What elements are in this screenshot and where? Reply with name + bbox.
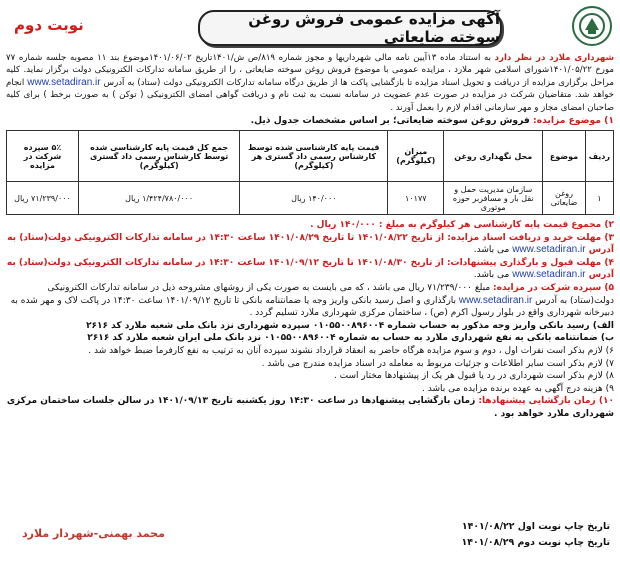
- item-5: [6, 282, 614, 320]
- cell-total-price: ۱/۴۲۴/۷۸۰/۰۰۰ ریال: [78, 182, 239, 215]
- col-amount: میزان (کیلوگرم): [388, 131, 444, 182]
- cell-amount: ۱۰۱۷۷: [388, 182, 444, 215]
- table-row: [7, 182, 614, 215]
- notice-footer: [10, 519, 610, 553]
- item-3-label: ۳) مهلت خرید و دریافت اسناد مزایده:: [447, 232, 614, 243]
- cell-subject: روغن ضایعاتی: [543, 182, 585, 215]
- item-10: [6, 395, 614, 420]
- print-date-second: [462, 535, 610, 551]
- col-subject: موضوع: [543, 131, 585, 182]
- intro-text-1: به استناد ماده ۱۳آیین نامه مالی شهرداریها و مجوز شماره ۸۱۹/ص ش/۱۴۰۱تاریخ ۱۴۰۱/۰۶/۰۲موضوع بند ۱۱ مصوبه جلسه شماره ۷۷ مورخ ۱۴۰۱/۰۵/۲۲شورای اسلامی شهر ملارد ، مزایده عمومی با موضوع فروش روغن سوخته ضایعاتی ، را از طریق سامانه تدارکات الکترونیکی دولت برگزار نماید. کلیه مراحل برگزاری مزایده از دریافت و تحویل اسناد مزایده تا بازگشایی پاکت ها از طریق درگاه سامانه تدارکات الکترونیکی دولت (ستاد) به آدرس: [6, 53, 615, 88]
- item-5-tail: بارگذاری و اصل رسید بانکی واریز وجه یا ضمانتنامه بانکی تا تاریخ ۱۴۰۱/۰۹/۱۲ ساعت ۱۴:۳۰ در پاکت لاک و مهر شده به دبیرخانه شهرداری واقع در بلوار رسول اکرم (ص) ، ساختمان مرکزی شهرداری ملارد تسلیم گردد .: [10, 295, 614, 319]
- col-row-number: ردیف: [585, 131, 613, 182]
- subject-line: [6, 114, 614, 127]
- print-date-first-value: ۱۴۰۱/۰۸/۲۲: [461, 521, 515, 532]
- item-3: [6, 232, 614, 257]
- cell-row-number: ۱: [585, 182, 613, 215]
- item-5-b: ب) ضمانتنامه بانکی به نفع شهرداری ملارد به حساب به شماره ۰۱۰۵۵۰۰۸۹۶۰۰۴ نزد بانک ملی ایران شعبه ملارد کد ۲۶۱۶: [87, 333, 614, 344]
- item-6: ۶) لازم بذکر است نفرات اول ، دوم و سوم مزایده هرگاه حاضر به انعقاد قرارداد نشوند سپرده آنان به ترتیب به نفع کارفرما ضبط خواهد شد .: [88, 345, 614, 356]
- print-dates: [462, 519, 610, 551]
- setad-link[interactable]: www.setadiran.ir: [512, 269, 586, 281]
- print-date-first-label: تاریخ چاپ نوبت اول: [517, 521, 610, 532]
- subject-text: فروش روغن سوخته ضایعاتی؛ بر اساس مشخصات جدول ذیل.: [250, 115, 534, 127]
- intro-text-2: انجام خواهد شد. متقاضیان شرکت در مزایده در صورت عدم عضویت در سامانه نسبت به ثبت نام و دریافت گواهی امضای الکترونیکی ( توکن ) به صورت برخط ) برای کلیه صاحبان امضای مجاز و مهر سازمانی اقدام لازم را بعمل آورند .: [6, 77, 614, 113]
- round-label: نوبت دوم: [14, 16, 84, 34]
- table-header-row: [7, 131, 614, 182]
- col-deposit: ۵٪ سپرده شرکت در مزایده: [7, 131, 79, 182]
- item-8: ۸) لازم بذکر است شهرداری در رد یا قبول هر یک از پیشنهادها مختار است .: [333, 371, 614, 382]
- item-4-tail: می باشد.: [473, 270, 513, 281]
- conditions-list: [6, 219, 614, 421]
- municipality-emblem-icon: [572, 6, 612, 46]
- cell-location: سازمان مدیریت حمل و نقل بار و مسافربر حوزه موتوری: [444, 182, 543, 215]
- cell-unit-price: ۱۴۰/۰۰۰ ریال: [240, 182, 388, 215]
- setad-link[interactable]: www.setadiran.ir: [27, 76, 101, 88]
- col-location: محل نگهداری روغن: [444, 131, 543, 182]
- item-5-label: ۵) سپرده شرکت در مزایده:: [493, 283, 614, 293]
- item-3-text: از تاریخ ۱۴۰۱/۰۸/۲۲ تا تاریخ ۱۴۰۱/۰۸/۲۹ ساعت ۱۴:۳۰ در سامانه تدارکات الکترونیکی دولت(ستاد) به آدرس: [7, 232, 614, 256]
- item-7: ۷) لازم بذکر است سایر اطلاعات و جزئیات مربوط به معامله در اسناد مزایده مندرج می باشد .: [261, 358, 614, 369]
- signature: محمد بهمنی-شهردار ملارد: [22, 527, 165, 540]
- item-10-label: ۱۰) زمان بازگشایی پیشنهادها:: [478, 396, 614, 407]
- item-5-a: الف) رسید بانکی واریز وجه مذکور به حساب شماره ۰۱۰۵۵۰۰۸۹۶۰۰۴ سپرده شهرداری نزد بانک ملی شعبه ملارد کد ۲۶۱۶: [86, 320, 614, 331]
- specification-table: [6, 130, 614, 215]
- item-4-text: از تاریخ ۱۴۰۱/۰۸/۳۰ تا تاریخ ۱۴۰۱/۰۹/۱۲ ساعت ۱۴:۳۰ در سامانه تدارکات الکترونیکی دولت(ستاد) به آدرس: [6, 257, 614, 281]
- item-5-text: مبلغ ۷۱/۲۳۹/۰۰۰ ریال می باشد ، که می بایست به صورت یکی از روشهای مشروحه ذیل در سامانه تدارکات الکترونیکی دولت(ستاد) به آدرس: [47, 283, 614, 306]
- intro-lead: شهرداری ملارد در نظر دارد: [494, 53, 615, 63]
- print-date-second-label: تاریخ چاپ نوبت دوم: [517, 537, 610, 548]
- intro-paragraph: [6, 52, 614, 114]
- print-date-second-value: ۱۴۰۱/۰۸/۲۹: [461, 537, 515, 548]
- notice-title: آگهی مزایده عمومی فروش روغن سوخته ضایعاتی: [198, 10, 502, 46]
- cell-deposit: ۷۱/۲۳۹/۰۰۰ ریال: [7, 182, 79, 215]
- item-4-label: ۴) مهلت قبول و بارگذاری پیشنهادات:: [446, 257, 614, 268]
- col-unit-price: قیمت پایه کارشناسی شده توسط کارشناس رسمی داد گستری هر (کیلوگرم): [240, 131, 388, 182]
- subject-label: ۱) موضوع مزایده:: [533, 115, 614, 127]
- item-10-text: زمان بازگشایی پیشنهادها در ساعت ۱۴:۳۰ روز یکشنبه تاریخ ۱۴۰۱/۰۹/۱۳ در سالن جلسات ساختمان مرکزی شهرداری ملارد خواهد بود .: [6, 396, 614, 419]
- item-2: ۲) مجموع قیمت پایه کارشناسی هر کیلوگرم به مبلغ : ۱۴۰/۰۰۰ ریال .: [310, 220, 614, 231]
- setad-link[interactable]: www.setadiran.ir: [512, 244, 586, 256]
- print-date-first: [462, 519, 610, 535]
- item-9: ۹) هزینه درج آگهی به عهده برنده مزایده می باشد .: [422, 383, 614, 394]
- notice-header: [6, 4, 614, 50]
- setad-link[interactable]: www.setadiran.ir: [458, 294, 533, 306]
- item-3-tail: می باشد.: [473, 245, 513, 256]
- col-total-price: جمع کل قیمت پایه کارشناسی شده توسط کارشناس رسمی داد گستری (کیلوگرم): [78, 131, 239, 182]
- item-4: [6, 257, 614, 282]
